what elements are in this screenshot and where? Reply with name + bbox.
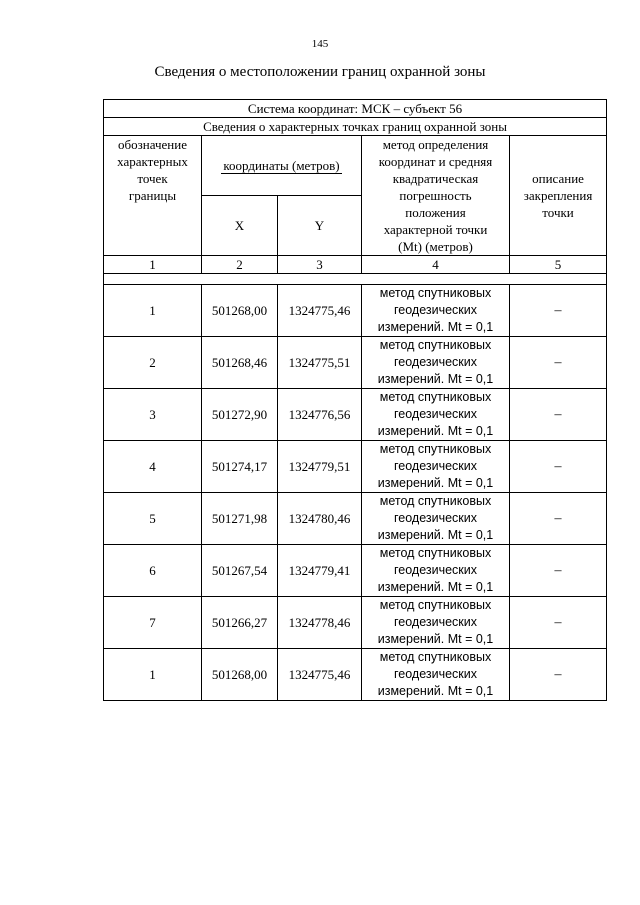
- column-number: 2: [202, 256, 278, 274]
- point-number-cell: 1: [104, 649, 202, 701]
- header-row-1: [104, 136, 607, 196]
- method-line: измерений. Mt = 0,1: [377, 684, 494, 698]
- description-cell: –: [510, 389, 607, 441]
- method-cell: [362, 337, 510, 389]
- point-number-cell: 5: [104, 493, 202, 545]
- x-coordinate-cell: 501274,17: [202, 441, 278, 493]
- column-number: 4: [362, 256, 510, 274]
- header-x: X: [202, 196, 278, 256]
- method-cell: [362, 597, 510, 649]
- point-number-cell: 3: [104, 389, 202, 441]
- spacer-cell: [104, 274, 607, 285]
- method-line: метод спутниковых: [379, 338, 492, 352]
- method-line: метод спутниковых: [379, 442, 492, 456]
- method-line: геодезических: [393, 511, 477, 525]
- method-line: геодезических: [393, 303, 477, 317]
- method-line: геодезических: [393, 355, 477, 369]
- method-cell: [362, 493, 510, 545]
- section-title-cell: Сведения о характерных точках границ охранной зоны: [104, 118, 607, 136]
- y-coordinate-cell: 1324778,46: [278, 597, 362, 649]
- column-numbers-row: [104, 256, 607, 274]
- table-row: [104, 649, 607, 701]
- method-line: метод спутниковых: [379, 598, 492, 612]
- point-number-cell: 1: [104, 285, 202, 337]
- column-number: 5: [510, 256, 607, 274]
- table-row: [104, 493, 607, 545]
- x-coordinate-cell: 501272,90: [202, 389, 278, 441]
- point-number-cell: 7: [104, 597, 202, 649]
- column-number: 1: [104, 256, 202, 274]
- x-coordinate-cell: 501268,00: [202, 285, 278, 337]
- table-row: [104, 597, 607, 649]
- method-line: метод спутниковых: [379, 494, 492, 508]
- x-coordinate-cell: 501268,00: [202, 649, 278, 701]
- section-row: [104, 118, 607, 136]
- table-row: [104, 337, 607, 389]
- method-line: метод спутниковых: [379, 390, 492, 404]
- description-cell: –: [510, 493, 607, 545]
- table-row: [104, 441, 607, 493]
- method-line: геодезических: [393, 667, 477, 681]
- table-row: [104, 545, 607, 597]
- coordinate-system-cell: Система координат: МСК – субъект 56: [104, 100, 607, 118]
- method-line: измерений. Mt = 0,1: [377, 580, 494, 594]
- x-coordinate-cell: 501271,98: [202, 493, 278, 545]
- method-line: измерений. Mt = 0,1: [377, 528, 494, 542]
- description-cell: –: [510, 545, 607, 597]
- method-line: геодезических: [393, 407, 477, 421]
- header-description: описание закрепления точки: [510, 136, 607, 256]
- method-line: измерений. Mt = 0,1: [377, 476, 494, 490]
- column-number: 3: [278, 256, 362, 274]
- coordinates-group-label: координаты (метров): [223, 158, 340, 173]
- page-number: 145: [311, 38, 329, 50]
- method-cell: [362, 545, 510, 597]
- method-cell: [362, 285, 510, 337]
- document-title: Сведения о местоположении границ охранной зоны: [154, 64, 486, 80]
- header-method: метод определения координат и средняя квадратическая погрешность положения характерной точки (Mt) (метров): [362, 136, 510, 256]
- description-cell: –: [510, 285, 607, 337]
- method-line: измерений. Mt = 0,1: [377, 632, 494, 646]
- y-coordinate-cell: 1324775,51: [278, 337, 362, 389]
- coordinates-table: [103, 99, 607, 701]
- x-coordinate-cell: 501268,46: [202, 337, 278, 389]
- table-row: [104, 285, 607, 337]
- y-coordinate-cell: 1324775,46: [278, 285, 362, 337]
- method-line: геодезических: [393, 615, 477, 629]
- method-line: метод спутниковых: [379, 546, 492, 560]
- method-line: измерений. Mt = 0,1: [377, 320, 494, 334]
- method-cell: [362, 649, 510, 701]
- method-line: измерений. Mt = 0,1: [377, 424, 494, 438]
- y-coordinate-cell: 1324779,41: [278, 545, 362, 597]
- method-line: метод спутниковых: [379, 286, 492, 300]
- x-coordinate-cell: 501266,27: [202, 597, 278, 649]
- point-number-cell: 2: [104, 337, 202, 389]
- method-line: геодезических: [393, 563, 477, 577]
- point-number-cell: 4: [104, 441, 202, 493]
- y-coordinate-cell: 1324779,51: [278, 441, 362, 493]
- system-row: [104, 100, 607, 118]
- method-cell: [362, 389, 510, 441]
- description-cell: –: [510, 649, 607, 701]
- method-cell: [362, 441, 510, 493]
- description-cell: –: [510, 337, 607, 389]
- description-cell: –: [510, 441, 607, 493]
- method-line: геодезических: [393, 459, 477, 473]
- header-y: Y: [278, 196, 362, 256]
- method-line: измерений. Mt = 0,1: [377, 372, 494, 386]
- x-coordinate-cell: 501267,54: [202, 545, 278, 597]
- point-number-cell: 6: [104, 545, 202, 597]
- method-line: метод спутниковых: [379, 650, 492, 664]
- description-cell: –: [510, 597, 607, 649]
- header-coordinates-group: [202, 136, 362, 196]
- y-coordinate-cell: 1324775,46: [278, 649, 362, 701]
- y-coordinate-cell: 1324780,46: [278, 493, 362, 545]
- header-point-designation: обозначение характерных точек границы: [104, 136, 202, 256]
- y-coordinate-cell: 1324776,56: [278, 389, 362, 441]
- table-row: [104, 389, 607, 441]
- spacer-row: [104, 274, 607, 285]
